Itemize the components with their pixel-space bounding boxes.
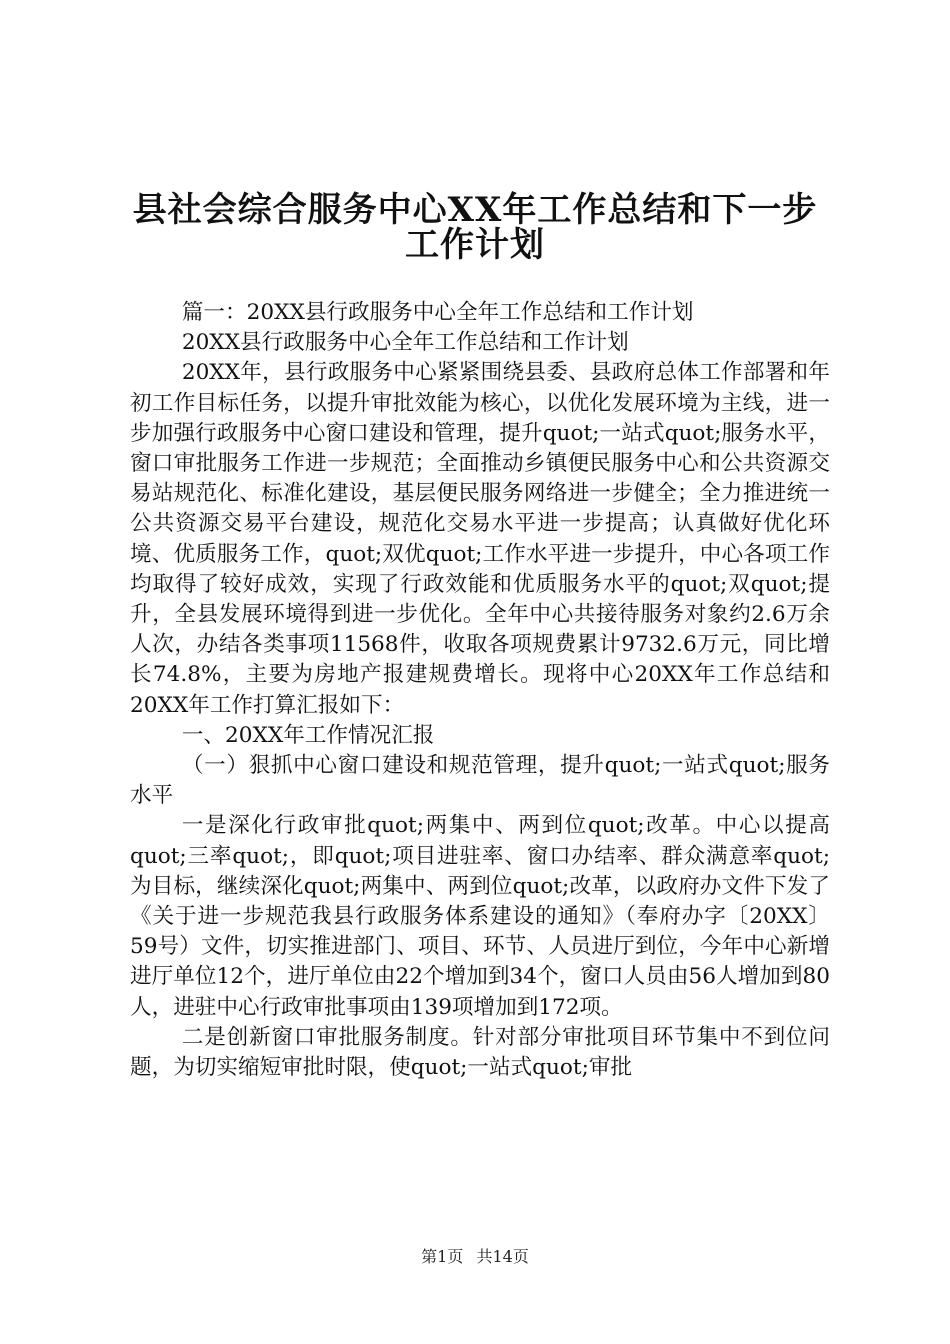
page-number: 第1页 [421,1247,464,1266]
document-body [130,298,830,1083]
paragraph-heading-1: 一、20XX年工作情况汇报 [181,722,435,748]
document-title-line-2: 工作计划 [405,225,545,265]
paragraph-section-heading: 篇一：20XX县行政服务中心全年工作总结和工作计划 [181,300,694,325]
document-title-line-1: 县社会综合服务中心XX年工作总结和下一步 [132,190,818,230]
paragraph-item-1: 一是深化行政审批quot;两集中、两到位quot;改革。中心以提高quot;三率quot;，即quot;项目进驻率、窗口办结率、群众满意率quot;为目标，继续深化quot;两集中、两到位quot;改革，以政府办文件下发了《关于进一步规范我县行政服务体系建设的通知》（奉府办字〔20XX〕59号）文件，切实推进部门、项目、环节、人员进厅到位，今年中心新增进厅单位12个，进厅单位由22个增加到34个，窗口人员由56人增加到80人，进驻中心行政审批事项由139项增加到172项。 [130,813,830,1020]
paragraph-subheading-1: （一）狠抓中心窗口建设和规范管理，提升quot;一站式quot;服务水平 [130,753,830,809]
paragraph-item-2: 二是创新窗口审批服务制度。针对部分审批项目环节集中不到位问题，为切实缩短审批时限，使quot;一站式quot;审批 [130,1024,830,1081]
page-total: 共14页 [476,1247,529,1266]
paragraph-subtitle: 20XX县行政服务中心全年工作总结和工作计划 [181,330,629,356]
page-footer [0,1244,950,1267]
paragraph-intro: 20XX年，县行政服务中心紧紧围绕县委、县政府总体工作部署和年初工作目标任务，以提升审批效能为核心，以优化发展环境为主线，进一步加强行政服务中心窗口建设和管理，提升quot;一站式quot;服务水平，窗口审批服务工作进一步规范；全面推动乡镇便民服务中心和公共资源交易站规范化、标准化建设，基层便民服务网络进一步健全；全力推进统一公共资源交易平台建设，规范化交易水平进一步提高；认真做好优化环境、优质服务工作，quot;双优quot;工作水平进一步提升，中心各项工作均取得了较好成效，实现了行政效能和优质服务水平的quot;双quot;提升，全县发展环境得到进一步优化。全年中心共接待服务对象约2.6万余人次，办结各类事项11568件，收取各项规费累计9732.6万元，同比增长74.8%，主要为房地产报建规费增长。现将中心20XX年工作总结和20XX年工作打算汇报如下： [130,360,830,718]
